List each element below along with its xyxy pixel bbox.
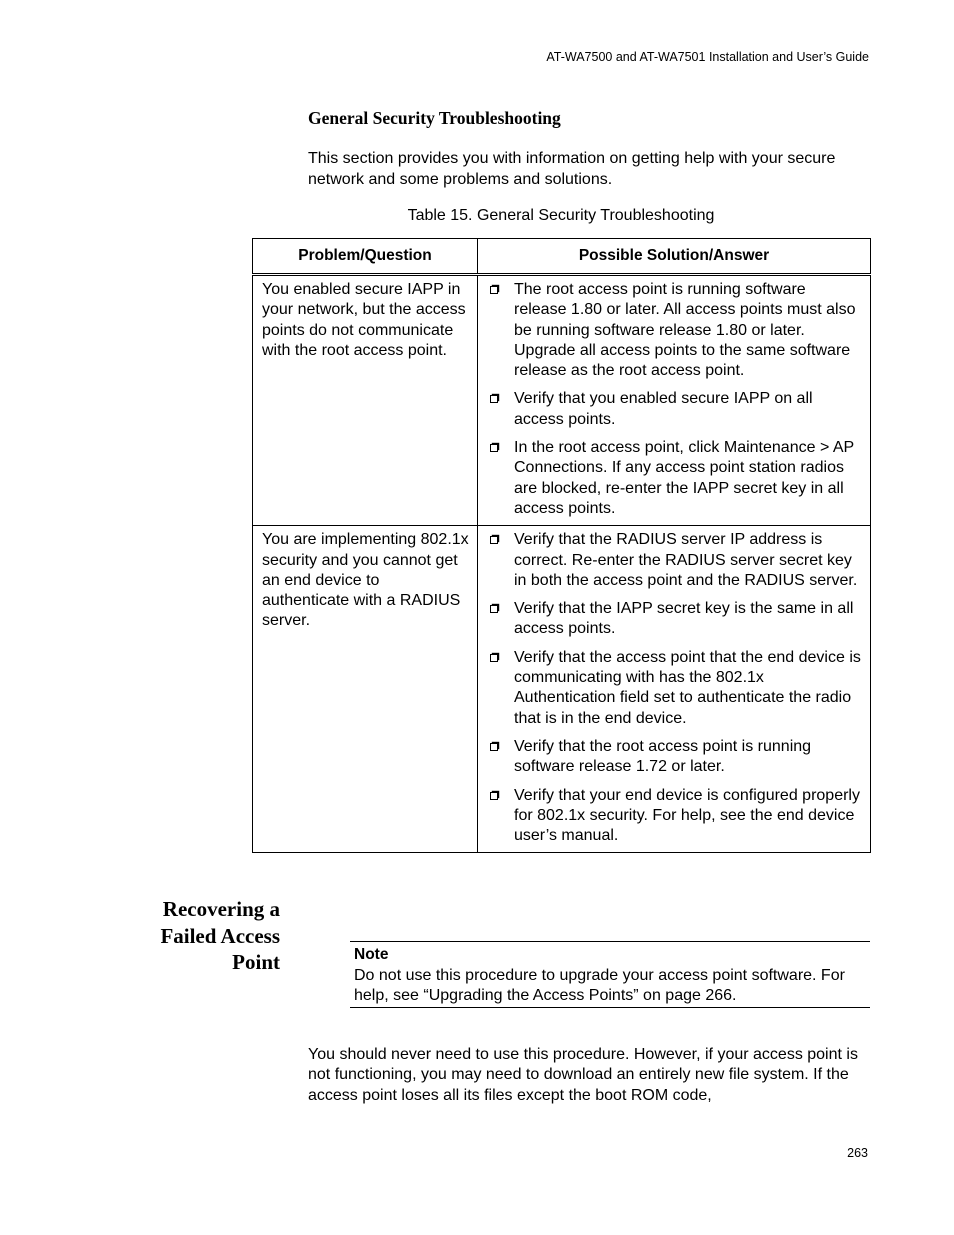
intro-paragraph: This section provides you with information on getting help with your secure network and some problems and solutions. xyxy=(308,150,836,188)
checkbox-bullet-icon xyxy=(490,395,498,403)
checkbox-bullet-icon xyxy=(490,792,498,800)
table-row xyxy=(253,275,871,526)
solution-text: Verify that the IAPP secret key is the same in all access points. xyxy=(514,600,854,638)
note-box xyxy=(350,941,870,1008)
solution-item xyxy=(487,530,862,591)
solution-text: Verify that the RADIUS server IP address is correct. Re-enter the RADIUS server secret key in both the access point and the RADIUS server. xyxy=(514,531,858,589)
solution-text: Verify that the access point that the end device is communicating with has the 802.1x Authentication field set to authenticate the radio that is in the end device. xyxy=(514,648,861,727)
side-heading-line: Recovering a xyxy=(162,897,280,921)
checkbox-bullet-icon xyxy=(490,286,498,294)
problem-cell: You are implementing 802.1x security and you cannot get an end device to authenticate with a RADIUS server. xyxy=(253,526,478,853)
table-header-row xyxy=(253,239,871,275)
checkbox-bullet-icon xyxy=(490,536,498,544)
solution-item xyxy=(487,389,862,430)
solution-cell xyxy=(478,275,871,526)
solution-item xyxy=(487,648,862,729)
side-heading-line: Point xyxy=(232,950,280,974)
solution-text: Verify that your end device is configured properly for 802.1x security. For help, see the end device user’s manual. xyxy=(514,786,860,845)
checkbox-bullet-icon xyxy=(490,654,498,662)
page-number: 263 xyxy=(847,1146,868,1160)
solution-text: Verify that the root access point is running software release 1.72 or later. xyxy=(514,737,812,776)
solution-text: The root access point is running software release 1.80 or later. All access points must also be running software release 1.80 or later. Upgrade all access points to the same software release as the root access point. xyxy=(514,281,856,380)
solution-item xyxy=(487,438,862,519)
side-heading-line: Failed Access xyxy=(160,923,280,948)
solution-item xyxy=(487,280,862,381)
note-title: Note xyxy=(354,946,389,963)
section-title: General Security Troubleshooting xyxy=(308,108,561,128)
side-heading-recovering xyxy=(130,896,280,976)
solution-item xyxy=(487,599,862,640)
solution-text: Verify that you enabled secure IAPP on all access points. xyxy=(514,390,813,428)
note-text: Do not use this procedure to upgrade your access point software. For help, see “Upgrading the Access Points” on page 266. xyxy=(354,966,845,1004)
column-header-problem: Problem/Question xyxy=(253,239,478,275)
solution-text: In the root access point, click Maintenance > AP Connections. If any access point station radios are blocked, re-enter the IAPP secret key in all access points. xyxy=(514,439,854,517)
column-header-solution: Possible Solution/Answer xyxy=(478,239,871,275)
body-paragraph: You should never need to use this procedure. However, if your access point is not functioning, you may need to download an entirely new file system. If the access point loses all its files except the boot ROM code, xyxy=(308,1046,858,1104)
table-row xyxy=(253,526,871,853)
solution-item xyxy=(487,737,862,778)
checkbox-bullet-icon xyxy=(490,605,498,613)
checkbox-bullet-icon xyxy=(490,743,498,751)
problem-cell: You enabled secure IAPP in your network, but the access points do not communicate with the root access point. xyxy=(253,275,478,526)
table-caption: Table 15. General Security Troubleshooting xyxy=(407,207,715,224)
solution-cell xyxy=(478,526,871,853)
solution-item xyxy=(487,786,862,847)
troubleshooting-table xyxy=(252,238,871,853)
running-header: AT-WA7500 and AT-WA7501 Installation and User’s Guide xyxy=(546,50,869,64)
checkbox-bullet-icon xyxy=(490,444,498,452)
